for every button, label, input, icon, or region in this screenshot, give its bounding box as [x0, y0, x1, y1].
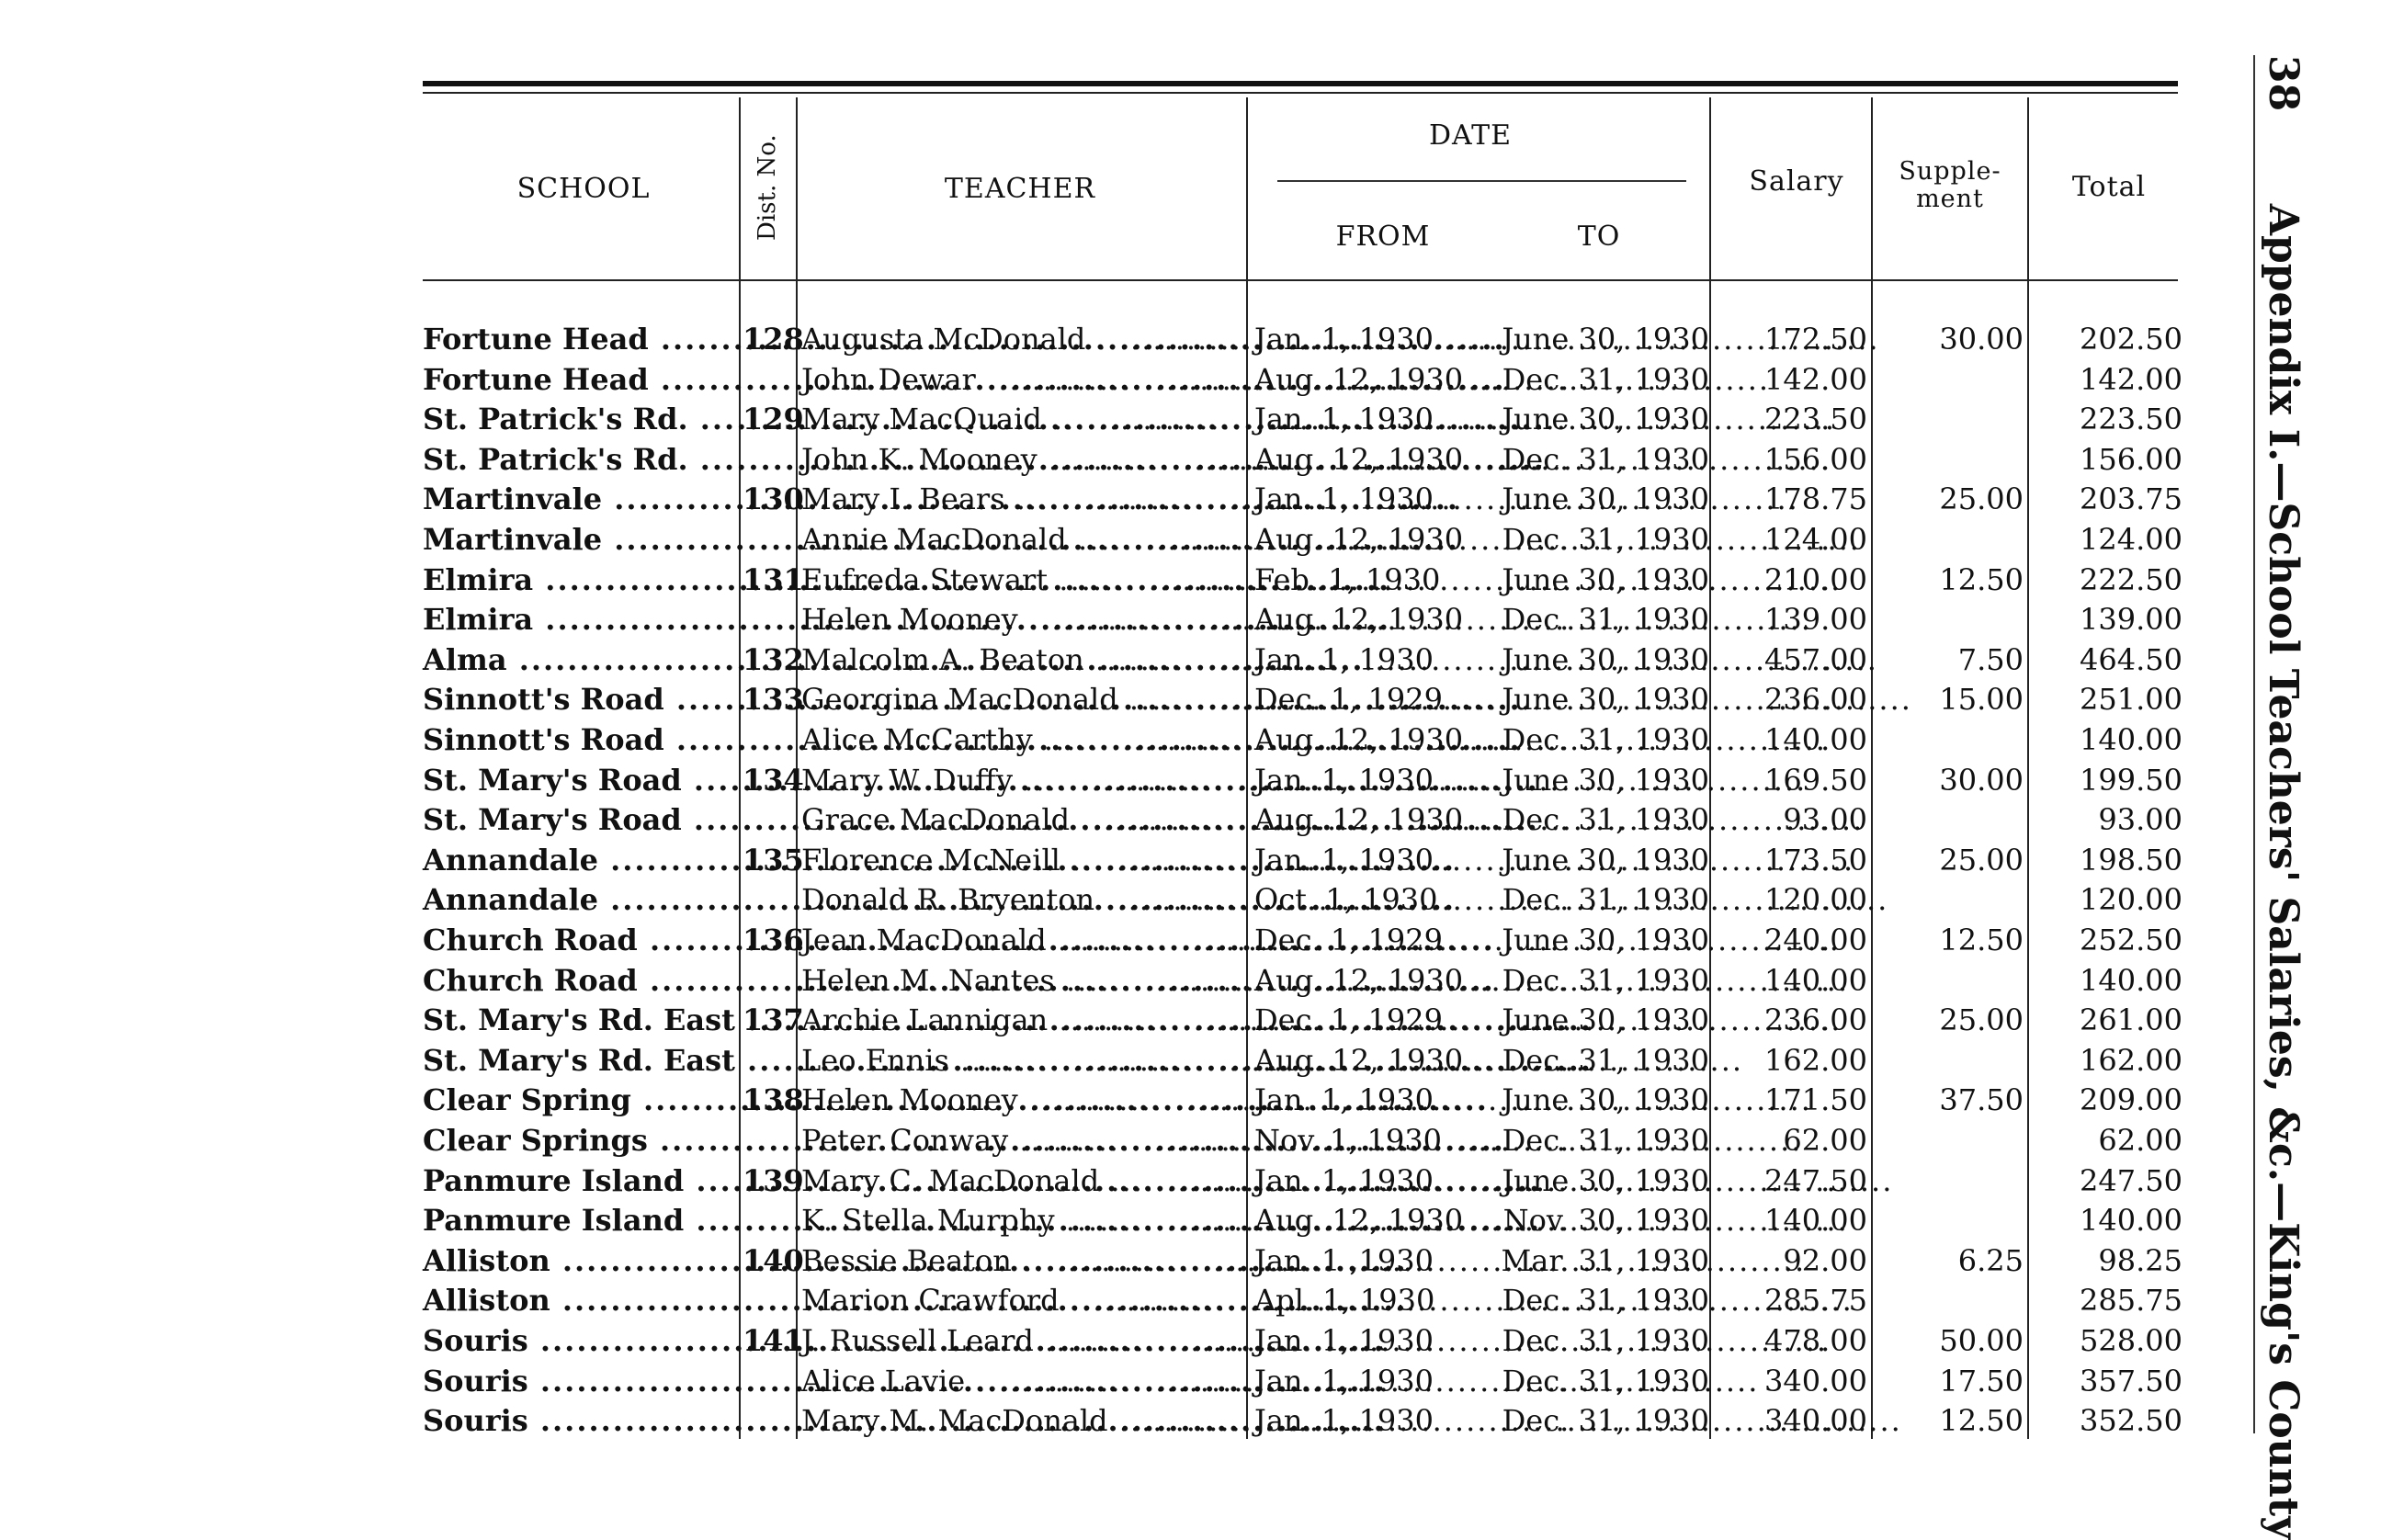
total-cell: 156.00: [2080, 441, 2183, 477]
date-to-cell: June 30, 1930: [1502, 762, 1709, 798]
total-cell: 120.00: [2080, 882, 2183, 918]
date-from-cell: Dec. 1, 1929: [1254, 1002, 1443, 1038]
date-to-cell: June 30, 1930: [1502, 322, 1709, 357]
supplement-cell: 25.00: [1939, 481, 2024, 517]
date-to-cell: Dec. 31, 1930: [1502, 1123, 1709, 1158]
dist-no-cell: 141: [743, 1323, 804, 1358]
date-to-cell: June 30, 1930: [1502, 561, 1709, 597]
total-cell: 98.25: [2098, 1242, 2183, 1278]
date-from-cell: Jan. 1, 1930: [1254, 641, 1434, 677]
date-from-cell: Jan. 1, 1930: [1254, 1403, 1434, 1439]
supplement-cell: 17.50: [1939, 1363, 2024, 1398]
total-cell: 139.00: [2080, 602, 2183, 638]
teacher-cell: John Dewar .....: [801, 360, 1242, 400]
table-row: [0, 1241, 2205, 1281]
table-row: [0, 520, 2205, 560]
date-to-cell: June 30, 1930: [1502, 641, 1709, 677]
date-from-cell: Dec. 1, 1929: [1254, 682, 1443, 718]
total-cell: 261.00: [2080, 1002, 2183, 1038]
teacher-cell: Annie MacDonald .....: [801, 520, 1242, 560]
header-supplement-line1: Supple-: [1899, 157, 2001, 186]
school-cell: Church Road .....: [423, 921, 735, 960]
teacher-cell: Augusta McDonald .....: [801, 320, 1242, 359]
salary-cell: 124.00: [1764, 522, 1867, 557]
total-cell: 62.00: [2098, 1123, 2183, 1158]
date-to-cell: June 30, 1930: [1502, 1162, 1709, 1198]
table-row: [0, 720, 2205, 760]
teacher-cell: Bessie Beaton .....: [801, 1241, 1242, 1281]
dist-no-cell: 128: [743, 322, 804, 357]
date-from-cell: Jan. 1, 1930: [1254, 1363, 1434, 1398]
total-cell: 285.75: [2080, 1283, 2183, 1319]
header-bottom-rule: [423, 279, 2178, 281]
salary-cell: 162.00: [1764, 1042, 1867, 1078]
header-supplement-line2: ment: [1916, 185, 1984, 213]
date-to-cell: Dec. 31, 1930: [1502, 522, 1709, 557]
total-cell: 140.00: [2080, 722, 2183, 757]
salary-cell: 93.00: [1783, 802, 1867, 838]
supplement-cell: 25.00: [1939, 1002, 2024, 1038]
salary-cell: 172.50: [1764, 322, 1867, 357]
salary-cell: 156.00: [1764, 441, 1867, 477]
table-row: [0, 1362, 2205, 1401]
total-cell: 357.50: [2080, 1363, 2183, 1398]
dist-no-cell: 138: [743, 1082, 804, 1118]
date-from-cell: Jan. 1, 1930: [1254, 762, 1434, 798]
total-cell: 222.50: [2080, 561, 2183, 597]
date-to-cell: June 30, 1930: [1502, 923, 1709, 957]
date-from-cell: Jan. 1, 1930: [1254, 1082, 1434, 1118]
dist-no-cell: 129: [743, 402, 804, 437]
teacher-cell: Malcolm A. Beaton .....: [801, 640, 1242, 680]
total-cell: 202.50: [2080, 322, 2183, 357]
teacher-cell: Peter Conway .....: [801, 1121, 1242, 1161]
date-to-cell: June 30, 1930: [1502, 682, 1709, 718]
date-from-cell: Jan. 1, 1930: [1254, 1162, 1434, 1198]
school-cell: Alliston .....: [423, 1241, 735, 1281]
date-to-cell: Dec. 31, 1930: [1502, 962, 1709, 998]
date-to-cell: June 30, 1930: [1502, 1002, 1709, 1038]
date-to-cell: Dec. 31, 1930: [1502, 602, 1709, 638]
teacher-cell: Mary M. MacDonald .....: [801, 1401, 1242, 1441]
teacher-cell: K. Stella Murphy .....: [801, 1201, 1242, 1240]
total-cell: 162.00: [2080, 1042, 2183, 1078]
table-row: [0, 880, 2205, 920]
table-row: [0, 1161, 2205, 1201]
date-to-cell: June 30, 1930: [1502, 402, 1709, 437]
teacher-cell: Jean MacDonald .....: [801, 921, 1242, 960]
dist-no-cell: 137: [743, 1002, 804, 1038]
total-cell: 251.00: [2080, 682, 2183, 718]
salary-cell: 478.00: [1764, 1323, 1867, 1358]
date-from-cell: Jan. 1 ,1930: [1254, 1242, 1434, 1278]
dist-no-cell: 139: [743, 1162, 804, 1198]
date-to-cell: June 30, 1930: [1502, 842, 1709, 878]
total-cell: 352.50: [2080, 1403, 2183, 1439]
date-from-cell: Aug. 12, 1930: [1254, 1042, 1464, 1078]
school-cell: Panmure Island .....: [423, 1161, 735, 1201]
teacher-cell: Mary C. MacDonald .....: [801, 1161, 1242, 1201]
teacher-cell: Alice Lavie .....: [801, 1362, 1242, 1401]
school-cell: Sinnott's Road .....: [423, 720, 735, 760]
table-row: [0, 1081, 2205, 1120]
dist-no-cell: 132: [743, 641, 804, 677]
table-row: [0, 680, 2205, 719]
school-cell: Annandale .....: [423, 841, 735, 880]
supplement-cell: 30.00: [1939, 322, 2024, 357]
header-school: SCHOOL: [516, 173, 651, 205]
table-row: [0, 561, 2205, 600]
salary-cell: 139.00: [1764, 602, 1867, 638]
school-cell: Annandale .....: [423, 880, 735, 920]
date-from-cell: Jan. 1, 1930: [1254, 402, 1434, 437]
teacher-cell: Leo Ennis .....: [801, 1041, 1242, 1081]
date-to-cell: Nov. 30, 1930: [1502, 1203, 1709, 1239]
header-date: DATE: [1429, 119, 1512, 152]
date-header-rule: [1277, 180, 1686, 182]
page-number: 38: [2260, 55, 2307, 112]
date-from-cell: Jan. 1, 1930: [1254, 842, 1434, 878]
salary-cell: 236.00: [1764, 682, 1867, 718]
date-from-cell: Dec. 1, 1929: [1254, 923, 1443, 957]
salary-cell: 140.00: [1764, 962, 1867, 998]
salary-cell: 173.50: [1764, 842, 1867, 878]
date-to-cell: Dec. 31, 1930: [1502, 1363, 1709, 1398]
table-row: [0, 1321, 2205, 1361]
header-supplement: [1875, 158, 2025, 213]
teacher-cell: Helen Mooney .....: [801, 600, 1242, 640]
dist-no-cell: 133: [743, 682, 804, 718]
school-cell: Alma .....: [423, 640, 735, 680]
supplement-cell: 37.50: [1939, 1082, 2024, 1118]
school-cell: St. Mary's Road .....: [423, 800, 735, 840]
total-cell: 252.50: [2080, 923, 2183, 957]
teacher-cell: Grace MacDonald .....: [801, 800, 1242, 840]
teacher-cell: Mary W. Duffy .....: [801, 761, 1242, 800]
salary-cell: 178.75: [1764, 481, 1867, 517]
salary-cell: 247.50: [1764, 1162, 1867, 1198]
supplement-cell: 15.00: [1939, 682, 2024, 718]
teacher-cell: Georgina MacDonald .....: [801, 680, 1242, 719]
date-from-cell: Aug. 12, 1930: [1254, 722, 1464, 757]
school-cell: Elmira .....: [423, 561, 735, 600]
table-row: [0, 440, 2205, 480]
header-dist-no: Dist. No.: [754, 134, 781, 241]
salary-cell: 120.00: [1764, 882, 1867, 918]
date-from-cell: Jan. 1, 1930: [1254, 481, 1434, 517]
date-from-cell: Aug. 12, 1930: [1254, 361, 1464, 397]
appendix-title: Appendix I.—School Teachers' Salaries, &c.—King's County: [2260, 203, 2307, 1540]
school-cell: St. Patrick's Rd. .....: [423, 400, 735, 439]
teacher-cell: J. Russell Leard .....: [801, 1321, 1242, 1361]
date-from-cell: Feb. 1, 1930: [1254, 561, 1441, 597]
total-cell: 528.00: [2080, 1323, 2183, 1358]
school-cell: Souris .....: [423, 1401, 735, 1441]
school-cell: Souris .....: [423, 1362, 735, 1401]
supplement-cell: 12.50: [1939, 1403, 2024, 1439]
supplement-cell: 30.00: [1939, 762, 2024, 798]
dist-no-cell: 140: [743, 1242, 804, 1278]
dist-no-cell: 131: [743, 561, 804, 597]
date-from-cell: Oct. 1, 1930: [1254, 882, 1438, 918]
table-row: [0, 400, 2205, 439]
school-cell: Martinvale .....: [423, 520, 735, 560]
supplement-cell: 12.50: [1939, 923, 2024, 957]
side-rule: [2253, 55, 2255, 1433]
supplement-cell: 12.50: [1939, 561, 2024, 597]
top-rule-thick: [423, 81, 2178, 86]
table-row: [0, 841, 2205, 880]
supplement-cell: 7.50: [1957, 641, 2024, 677]
date-to-cell: June 30, 1930: [1502, 1082, 1709, 1118]
date-from-cell: Aug. 12, 1930: [1254, 602, 1464, 638]
total-cell: 140.00: [2080, 962, 2183, 998]
date-from-cell: Nov. 1, 1930: [1254, 1123, 1443, 1158]
salary-cell: 285.75: [1764, 1283, 1867, 1319]
date-to-cell: Dec. 31, 1930: [1502, 1042, 1709, 1078]
total-cell: 209.00: [2080, 1082, 2183, 1118]
supplement-cell: 25.00: [1939, 842, 2024, 878]
school-cell: Church Road .....: [423, 961, 735, 1001]
total-cell: 93.00: [2098, 802, 2183, 838]
school-cell: St. Mary's Road .....: [423, 761, 735, 800]
salary-cell: 142.00: [1764, 361, 1867, 397]
header-from: FROM: [1335, 221, 1431, 253]
header-salary: Salary: [1749, 165, 1844, 198]
salary-cell: 236.00: [1764, 1002, 1867, 1038]
total-cell: 247.50: [2080, 1162, 2183, 1198]
date-from-cell: Jan. 1, 1930: [1254, 322, 1434, 357]
date-to-cell: Mar. 31, 1930: [1501, 1242, 1709, 1278]
salary-cell: 92.00: [1783, 1242, 1867, 1278]
school-cell: Sinnott's Road .....: [423, 680, 735, 719]
salary-cell: 62.00: [1783, 1123, 1867, 1158]
table-row: [0, 961, 2205, 1001]
salary-cell: 240.00: [1764, 923, 1867, 957]
table-row: [0, 761, 2205, 800]
school-cell: St. Patrick's Rd. .....: [423, 440, 735, 480]
dist-no-cell: 130: [743, 481, 804, 517]
dist-no-cell: 136: [743, 923, 804, 957]
teacher-cell: Eufreda Stewart .....: [801, 561, 1242, 600]
teacher-cell: Marion Crawford .....: [801, 1281, 1242, 1320]
total-cell: 223.50: [2080, 402, 2183, 437]
header-to: TO: [1577, 221, 1621, 253]
table-row: [0, 640, 2205, 680]
school-cell: Alliston .....: [423, 1281, 735, 1320]
school-cell: Clear Springs .....: [423, 1121, 735, 1161]
salary-cell: 457.00: [1764, 641, 1867, 677]
date-to-cell: Dec. 31, 1930: [1502, 1323, 1709, 1358]
salary-cell: 169.50: [1764, 762, 1867, 798]
salary-cell: 140.00: [1764, 1203, 1867, 1239]
total-cell: 140.00: [2080, 1203, 2183, 1239]
date-from-cell: Aug. 12, 1930: [1254, 441, 1464, 477]
teacher-cell: Mary I. Bears .....: [801, 480, 1242, 519]
school-cell: Fortune Head .....: [423, 320, 735, 359]
header-teacher: TEACHER: [944, 173, 1096, 205]
total-cell: 199.50: [2080, 762, 2183, 798]
salary-cell: 340.00: [1764, 1363, 1867, 1398]
total-cell: 124.00: [2080, 522, 2183, 557]
teacher-cell: Mary MacQuaid .....: [801, 400, 1242, 439]
table-row: [0, 1401, 2205, 1441]
salary-cell: 210.00: [1764, 561, 1867, 597]
table-row: [0, 800, 2205, 840]
table-row: [0, 480, 2205, 519]
date-to-cell: Dec. 31, 1930: [1502, 361, 1709, 397]
date-from-cell: Aug. 12, 1930: [1254, 962, 1464, 998]
total-cell: 203.75: [2080, 481, 2183, 517]
table-row: [0, 1201, 2205, 1240]
table-row: [0, 1041, 2205, 1081]
date-from-cell: Aug. 12, 1930: [1254, 522, 1464, 557]
salary-cell: 223.50: [1764, 402, 1867, 437]
date-from-cell: Jan. 1, 1930: [1254, 1323, 1434, 1358]
teacher-cell: John K. Mooney .....: [801, 440, 1242, 480]
supplement-cell: 6.25: [1957, 1242, 2024, 1278]
table-row: [0, 360, 2205, 400]
school-cell: Martinvale .....: [423, 480, 735, 519]
date-to-cell: Dec. 31, 1930: [1502, 1403, 1709, 1439]
teacher-cell: Helen Mooney .....: [801, 1081, 1242, 1120]
date-to-cell: Dec. 31, 1930: [1502, 722, 1709, 757]
date-to-cell: Dec. 31, 1930: [1502, 1283, 1709, 1319]
dist-no-cell: 134: [743, 762, 804, 798]
school-cell: Fortune Head .....: [423, 360, 735, 400]
date-to-cell: Dec. 31, 1930: [1502, 441, 1709, 477]
table-row: [0, 320, 2205, 359]
teacher-cell: Alice McCarthy .....: [801, 720, 1242, 760]
date-to-cell: Dec. 31, 1930: [1502, 802, 1709, 838]
header-total: Total: [2071, 171, 2147, 203]
side-heading: [2260, 55, 2307, 1540]
teacher-cell: Florence McNeill .....: [801, 841, 1242, 880]
salary-cell: 171.50: [1764, 1082, 1867, 1118]
school-cell: St. Mary's Rd. East .....: [423, 1041, 735, 1081]
school-cell: St. Mary's Rd. East .....: [423, 1001, 735, 1040]
school-cell: Clear Spring .....: [423, 1081, 735, 1120]
supplement-cell: 50.00: [1939, 1323, 2024, 1358]
teacher-cell: Archie Lannigan .....: [801, 1001, 1242, 1040]
table-row: [0, 1281, 2205, 1320]
top-rule-thin: [423, 92, 2178, 94]
date-from-cell: Aug. 12, 1930: [1254, 802, 1464, 838]
school-cell: Souris .....: [423, 1321, 735, 1361]
total-cell: 142.00: [2080, 361, 2183, 397]
date-to-cell: Dec. 31, 1930: [1502, 882, 1709, 918]
table-row: [0, 600, 2205, 640]
date-from-cell: Apl. 1, 1930: [1254, 1283, 1435, 1319]
teacher-cell: Helen M. Nantes .....: [801, 961, 1242, 1001]
date-from-cell: Aug. 12, 1930: [1254, 1203, 1464, 1239]
table-row: [0, 1001, 2205, 1040]
salary-cell: 140.00: [1764, 722, 1867, 757]
school-cell: Panmure Island .....: [423, 1201, 735, 1240]
date-to-cell: June 30, 1930: [1502, 481, 1709, 517]
salary-cell: 340.00: [1764, 1403, 1867, 1439]
total-cell: 464.50: [2080, 641, 2183, 677]
table-row: [0, 921, 2205, 960]
school-cell: Elmira .....: [423, 600, 735, 640]
dist-no-cell: 135: [743, 842, 804, 878]
table-row: [0, 1121, 2205, 1161]
teacher-cell: Donald R. Bryenton .....: [801, 880, 1242, 920]
total-cell: 198.50: [2080, 842, 2183, 878]
